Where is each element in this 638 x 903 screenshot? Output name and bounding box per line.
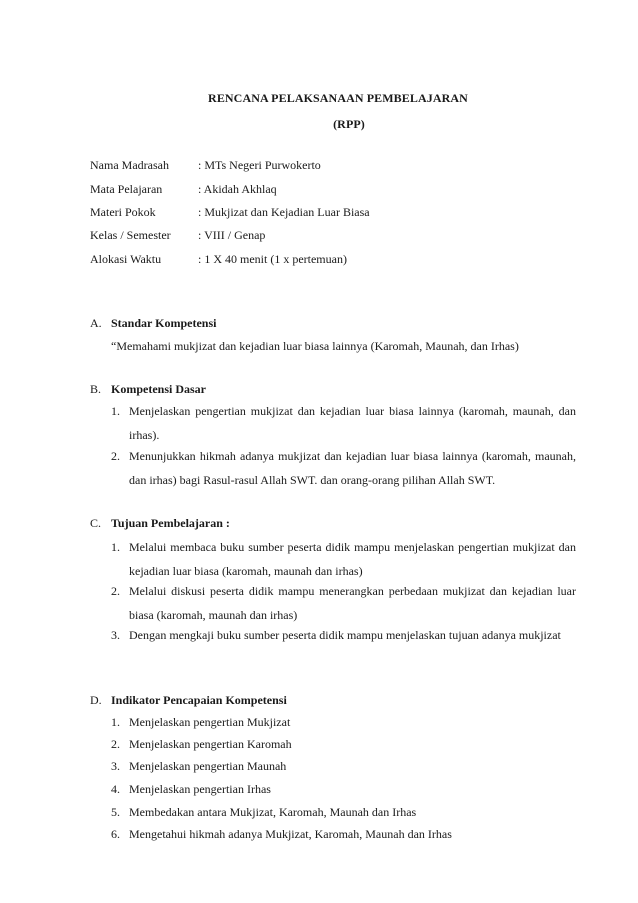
info-label: Materi Pokok [90, 205, 156, 219]
list-item-number: 3. [111, 628, 120, 642]
list-item-text: Menjelaskan pengertian Irhas [129, 782, 271, 796]
list-item-number: 2. [111, 449, 120, 463]
list-item-number: 6. [111, 827, 120, 841]
section-title: Tujuan Pembelajaran : [111, 516, 230, 530]
list-item-number: 1. [111, 540, 120, 554]
document-title: RENCANA PELAKSANAAN PEMBELAJARAN [208, 91, 468, 105]
list-item-number: 1. [111, 715, 120, 729]
section-title: Indikator Pencapaian Kompetensi [111, 693, 287, 707]
list-item-text: Melalui membaca buku sumber peserta didik mampu menjelaskan pengertian mukjizat dan kejadian luar biasa (karomah, maunah dan irhas) [129, 540, 576, 578]
list-item-text: Mengetahui hikmah adanya Mukjizat, Karomah, Maunah dan Irhas [129, 827, 452, 841]
list-item-text: Menjelaskan pengertian Karomah [129, 737, 292, 751]
info-value: : Akidah Akhlaq [198, 182, 277, 196]
list-item-number: 2. [111, 737, 120, 751]
list-item-text: Melalui diskusi peserta didik mampu menerangkan perbedaan mukjizat dan kejadian luar biasa (karomah, maunah dan irhas) [129, 584, 576, 622]
list-item-text: Menjelaskan pengertian Mukjizat [129, 715, 291, 729]
list-item-text: Dengan mengkaji buku sumber peserta didik mampu menjelaskan tujuan adanya mukjizat [129, 628, 561, 642]
list-item-number: 1. [111, 404, 120, 418]
info-value: : Mukjizat dan Kejadian Luar Biasa [198, 205, 370, 219]
list-item-text: Membedakan antara Mukjizat, Karomah, Maunah dan Irhas [129, 805, 417, 819]
list-item-number: 3. [111, 759, 120, 773]
standar-kompetensi-text: “Memahami mukjizat dan kejadian luar biasa lainnya (Karomah, Maunah, dan Irhas) [111, 339, 519, 353]
section-letter: A. [90, 316, 102, 330]
list-item-text: Menjelaskan pengertian Maunah [129, 759, 287, 773]
section-letter: B. [90, 382, 102, 396]
info-label: Kelas / Semester [90, 228, 171, 242]
section-title: Standar Kompetensi [111, 316, 217, 330]
section-letter: C. [90, 516, 102, 530]
info-value: : MTs Negeri Purwokerto [198, 158, 321, 172]
section-title: Kompetensi Dasar [111, 382, 206, 396]
info-value: : VIII / Genap [198, 228, 266, 242]
info-label: Nama Madrasah [90, 158, 169, 172]
info-value: : 1 X 40 menit (1 x pertemuan) [198, 252, 347, 266]
section-letter: D. [90, 693, 102, 707]
info-label: Mata Pelajaran [90, 182, 163, 196]
list-item-number: 4. [111, 782, 120, 796]
list-item-text: Menjelaskan pengertian mukjizat dan kejadian luar biasa lainnya (karomah, maunah, dan irhas). [129, 404, 576, 442]
info-label: Alokasi Waktu [90, 252, 162, 266]
list-item-number: 2. [111, 584, 120, 598]
document-subtitle: (RPP) [333, 117, 365, 131]
list-item-number: 5. [111, 805, 120, 819]
list-item-text: Menunjukkan hikmah adanya mukjizat dan kejadian luar biasa lainnya (karomah, maunah, dan irhas) bagi Rasul-rasul Allah SWT. dan orang-orang pilihan Allah SWT. [129, 449, 576, 487]
